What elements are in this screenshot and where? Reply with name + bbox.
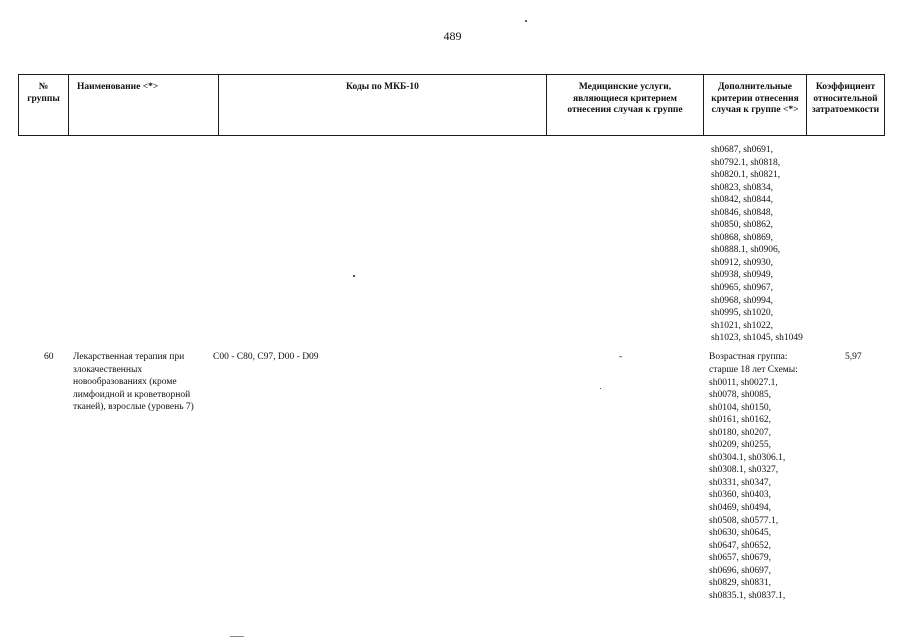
scan-speck: [353, 275, 355, 277]
header-group-number: № группы: [19, 75, 69, 135]
row-60-additional-codes: старше 18 лет Схемы: sh0011, sh0027.1, sh0078, sh0085, sh0104, sh0150, sh0161, sh0162, sh0180, sh0207, sh0209, sh0255, sh0304.1, sh0306.1, sh0308.1, sh0327, sh0331, sh0347, sh0360, sh0403, sh0469, sh0494, sh0508, sh0577.1, sh0630, sh0645, sh0647, sh0652, sh0657, sh0679, sh0696, sh0697, sh0829, sh0831, sh0835.1, sh0837.1,: [709, 365, 798, 601]
row-60-name: Лекарственная терапия при злокачественных новообразованиях (кроме лимфоидной и кроветворной тканей), взрослые (уровень 7): [73, 352, 194, 413]
scan-speck: [230, 636, 244, 637]
header-medical-services: Медицинские услуги, являющиеся критерием отнесения случая к группе: [547, 75, 704, 135]
row-60-group-number: 60: [44, 352, 54, 362]
scan-speck: [525, 20, 527, 22]
row-60-icd-codes: C00 - C80, C97, D00 - D09: [213, 352, 319, 362]
header-additional-criteria: Дополнительные критерии отнесения случая к группе <*>: [704, 75, 807, 135]
header-coefficient: Коэффициент относительной затратоемкости: [811, 82, 880, 115]
table-header: [18, 74, 885, 136]
header-icd-codes: Коды по МКБ-10: [219, 75, 547, 135]
scan-speck: [600, 388, 601, 389]
row-60-coefficient: 5,97: [845, 352, 862, 362]
continued-additional-codes: sh0687, sh0691, sh0792.1, sh0818, sh0820.1, sh0821, sh0823, sh0834, sh0842, sh0844, sh0846, sh0848, sh0850, sh0862, sh0868, sh0869, sh0888.1, sh0906, sh0912, sh0930, sh0938, sh0949, sh0965, sh0967, sh0968, sh0994, sh0995, sh1020, sh1021, sh1022, sh1023, sh1045, sh1049: [711, 145, 803, 344]
header-name: Наименование <*>: [69, 75, 219, 135]
row-60-age-label: Возрастная группа:: [709, 352, 788, 362]
page-number: 489: [443, 29, 462, 43]
row-60-services: -: [619, 352, 623, 362]
